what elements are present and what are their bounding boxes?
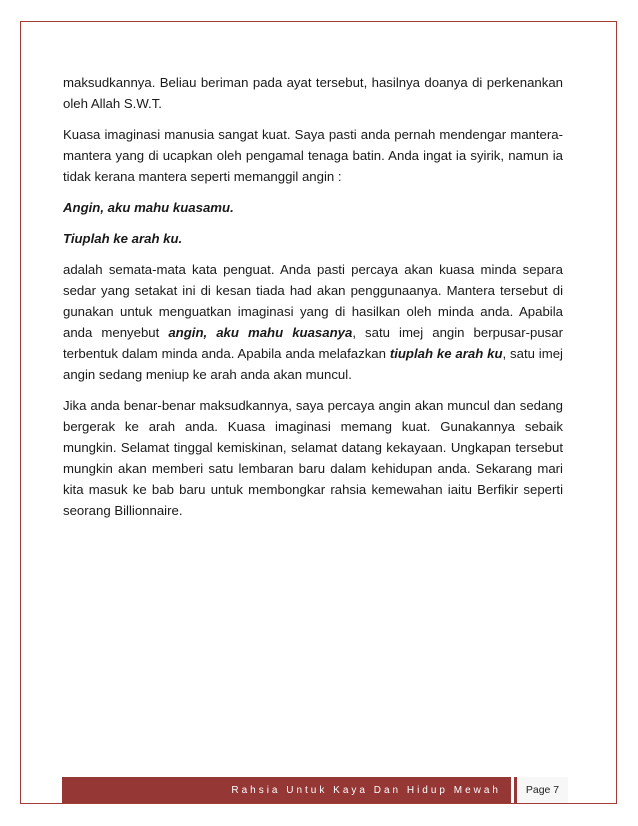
footer-title: Rahsia Untuk Kaya Dan Hidup Mewah bbox=[62, 777, 511, 803]
paragraph-4: Jika anda benar-benar maksudkannya, saya percaya angin akan muncul dan sedang bergerak ke arah anda. Kuasa imaginasi memang kuat. Gunakannya sebaik mungkin. Selamat tinggal kemiskinan, selamat datang kekayaan. Ungkapan tersebut mungkin akan memberi satu lembaran baru dalam kehidupan anda. Sekarang mari kita masuk ke bab baru untuk membongkar rahsia kemewahan iaitu Berfikir seperti seorang Billionnaire. bbox=[63, 398, 563, 518]
quote-line-1: Angin, aku mahu kuasamu. bbox=[63, 200, 234, 215]
paragraph-3-text-a: adalah semata-mata kata penguat. Anda pasti percaya akan kuasa minda separa sedar yang setakat ini di kesan tiada had akan penggunaanya. Mantera tersebut di gunakan untuk menguatkan imaginasi yang di hasilkan oleh minda anda. Apabila anda menyebut bbox=[63, 262, 563, 340]
page-number: Page 7 bbox=[514, 777, 568, 803]
page-footer bbox=[62, 777, 568, 803]
paragraph-2: Kuasa imaginasi manusia sangat kuat. Saya pasti anda pernah mendengar mantera-mantera yang di ucapkan oleh pengamal tenaga batin. Anda ingat ia syirik, namun ia tidak kerana mantera seperti memanggil angin : bbox=[63, 127, 563, 184]
paragraph-3-emphasis-a: angin, aku mahu kuasanya bbox=[168, 325, 353, 340]
quote-line-2: Tiuplah ke arah ku. bbox=[63, 231, 183, 246]
paragraph-3-emphasis-b: tiuplah ke arah ku bbox=[389, 346, 503, 361]
paragraph-3-text-b: , satu imej angin berpusar-pusar terbentuk dalam minda anda. Apabila anda melafazkan bbox=[63, 325, 563, 361]
document-body bbox=[63, 72, 563, 531]
paragraph-1: maksudkannya. Beliau beriman pada ayat tersebut, hasilnya doanya di perkenankan oleh Allah S.W.T. bbox=[63, 75, 563, 111]
paragraph-3 bbox=[63, 259, 563, 385]
paragraph-3-text-c: , satu imej angin sedang meniup ke arah anda akan muncul. bbox=[63, 346, 563, 382]
